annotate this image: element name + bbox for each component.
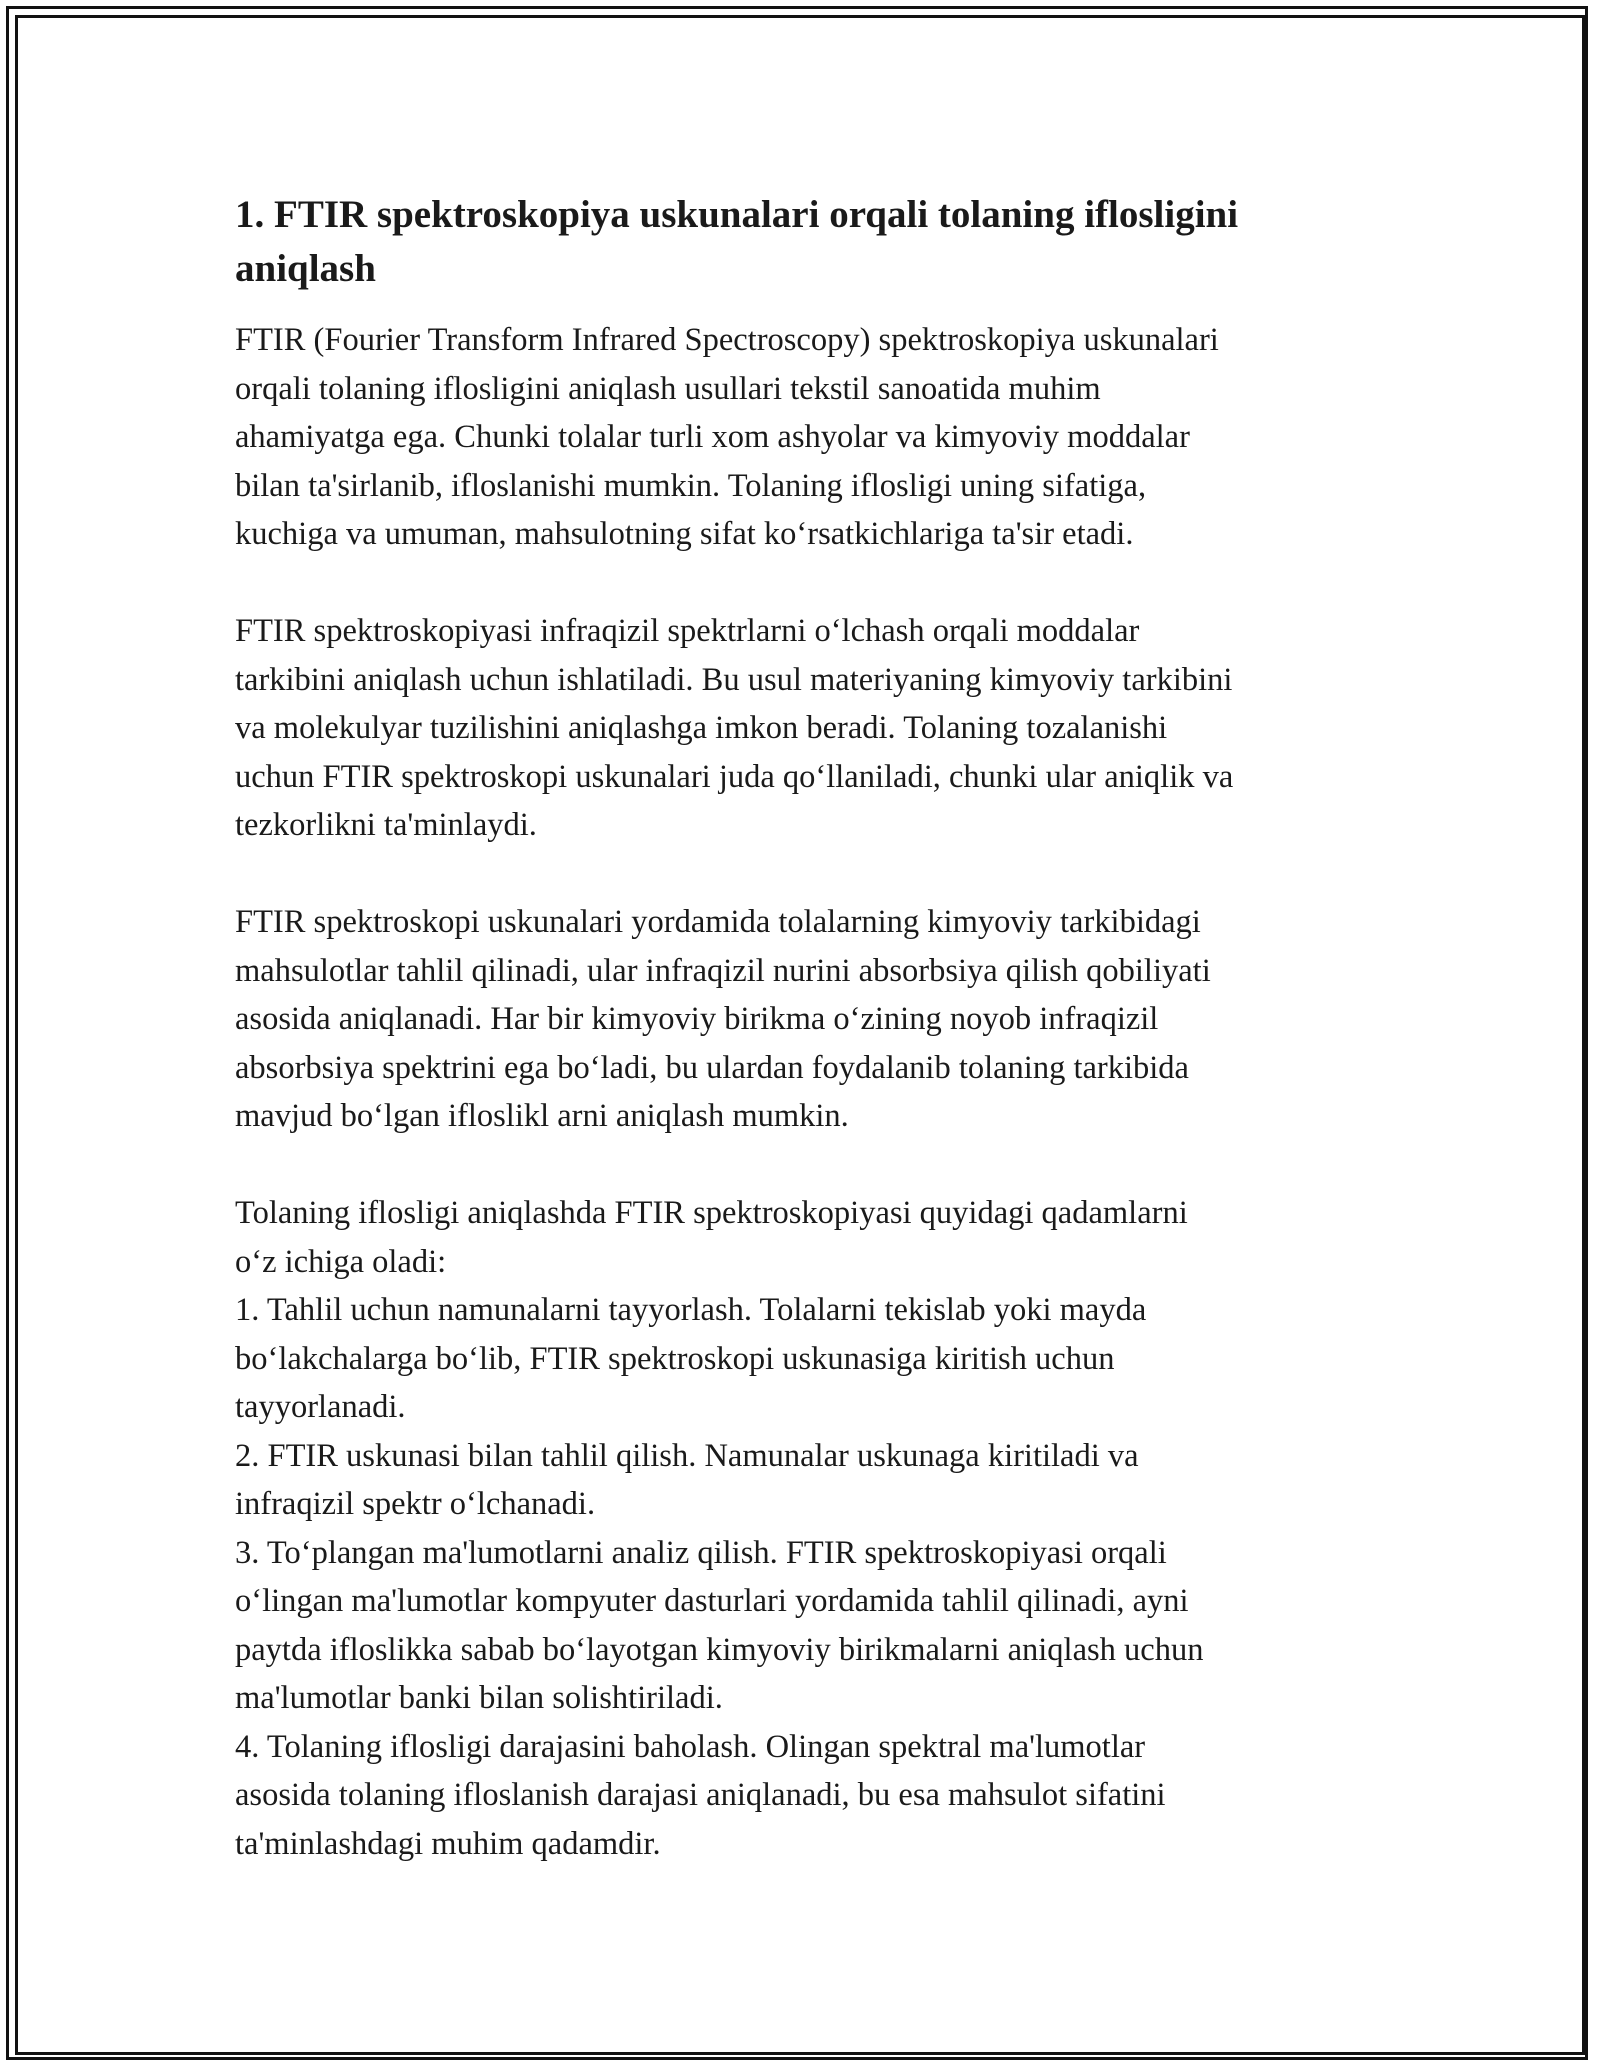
text-line: mavjud boʻlgan ifloslikl arni aniqlash mumkin.	[235, 1098, 849, 1134]
step-line: oʻlingan ma'lumotlar kompyuter dasturlari yordamida tahlil qilinadi, ayni	[235, 1583, 1189, 1619]
paragraph-steps	[235, 1189, 1375, 1868]
step-line: paytda ifloslikka sabab boʻlayotgan kimyoviy birikmalarni aniqlash uchun	[235, 1631, 1204, 1668]
step-line: 1. Tahlil uchun namunalarni tayyorlash. Tolalarni tekislab yoki mayda	[235, 1292, 1147, 1328]
text-line: orqali tolaning iflosligini aniqlash usullari tekstil sanoatida muhim	[235, 370, 1101, 407]
text-line: va molekulyar tuzilishini aniqlashga imkon beradi. Tolaning tozalanishi	[235, 710, 1168, 746]
heading-line: 1. FTIR spektroskopiya uskunalari orqali tolaning iflosligini	[235, 193, 1239, 236]
text-line: asosida aniqlanadi. Har bir kimyoviy birikma oʻzining noyob infraqizil	[235, 1001, 1159, 1037]
paragraph-method	[235, 607, 1375, 850]
step-line: ma'lumotlar banki bilan solishtiriladi.	[235, 1680, 723, 1716]
text-line: absorbsiya spektrini ega boʻladi, bu ulardan foydalanib tolaning tarkibida	[235, 1049, 1189, 1086]
step-line: 4. Tolaning iflosligi darajasini baholash. Olingan spektral ma'lumotlar	[235, 1728, 1146, 1765]
text-line: oʻz ichiga oladi:	[235, 1243, 447, 1280]
text-line: FTIR spektroskopiyasi infraqizil spektrlarni oʻlchash orqali moddalar	[235, 613, 1140, 649]
text-line: tezkorlikni ta'minlaydi.	[235, 807, 537, 843]
heading-line: aniqlash	[235, 247, 376, 290]
step-line: ta'minlashdagi muhim qadamdir.	[235, 1825, 661, 1862]
paragraph-intro	[235, 316, 1375, 559]
step-line: 2. FTIR uskunasi bilan tahlil qilish. Namunalar uskunaga kiritiladi va	[235, 1437, 1139, 1474]
text-line: FTIR (Fourier Transform Infrared Spectroscopy) spektroskopiya uskunalari	[235, 322, 1219, 358]
step-line: asosida tolaning ifloslanish darajasi aniqlanadi, bu esa mahsulot sifatini	[235, 1777, 1166, 1813]
text-line: tarkibini aniqlash uchun ishlatiladi. Bu usul materiyaning kimyoviy tarkibini	[235, 661, 1233, 698]
step-line: boʻlakchalarga boʻlib, FTIR spektroskopi uskunasiga kiritish uchun	[235, 1340, 1115, 1377]
text-line: kuchiga va umuman, mahsulotning sifat koʻrsatkichlariga ta'sir etadi.	[235, 516, 1134, 552]
text-line: Tolaning iflosligi aniqlashda FTIR spektroskopiyasi quyidagi qadamlarni	[235, 1195, 1188, 1231]
text-line: FTIR spektroskopi uskunalari yordamida tolalarning kimyoviy tarkibidagi	[235, 904, 1201, 940]
section-heading	[235, 188, 1375, 296]
text-line: mahsulotlar tahlil qilinadi, ular infraqizil nurini absorbsiya qilish qobiliyati	[235, 952, 1211, 989]
text-line: ahamiyatga ega. Chunki tolalar turli xom ashyolar va kimyoviy moddalar	[235, 419, 1190, 455]
step-line: tayyorlanadi.	[235, 1389, 406, 1425]
step-line: infraqizil spektr oʻlchanadi.	[235, 1486, 596, 1522]
step-line: 3. Toʻplangan ma'lumotlarni analiz qilish. FTIR spektroskopiyasi orqali	[235, 1534, 1167, 1571]
document-body	[235, 188, 1375, 1917]
text-line: uchun FTIR spektroskopi uskunalari juda qoʻllaniladi, chunki ular aniqlik va	[235, 758, 1234, 795]
paragraph-analysis	[235, 898, 1375, 1141]
text-line: bilan ta'sirlanib, ifloslanishi mumkin. Tolaning iflosligi uning sifatiga,	[235, 467, 1147, 504]
